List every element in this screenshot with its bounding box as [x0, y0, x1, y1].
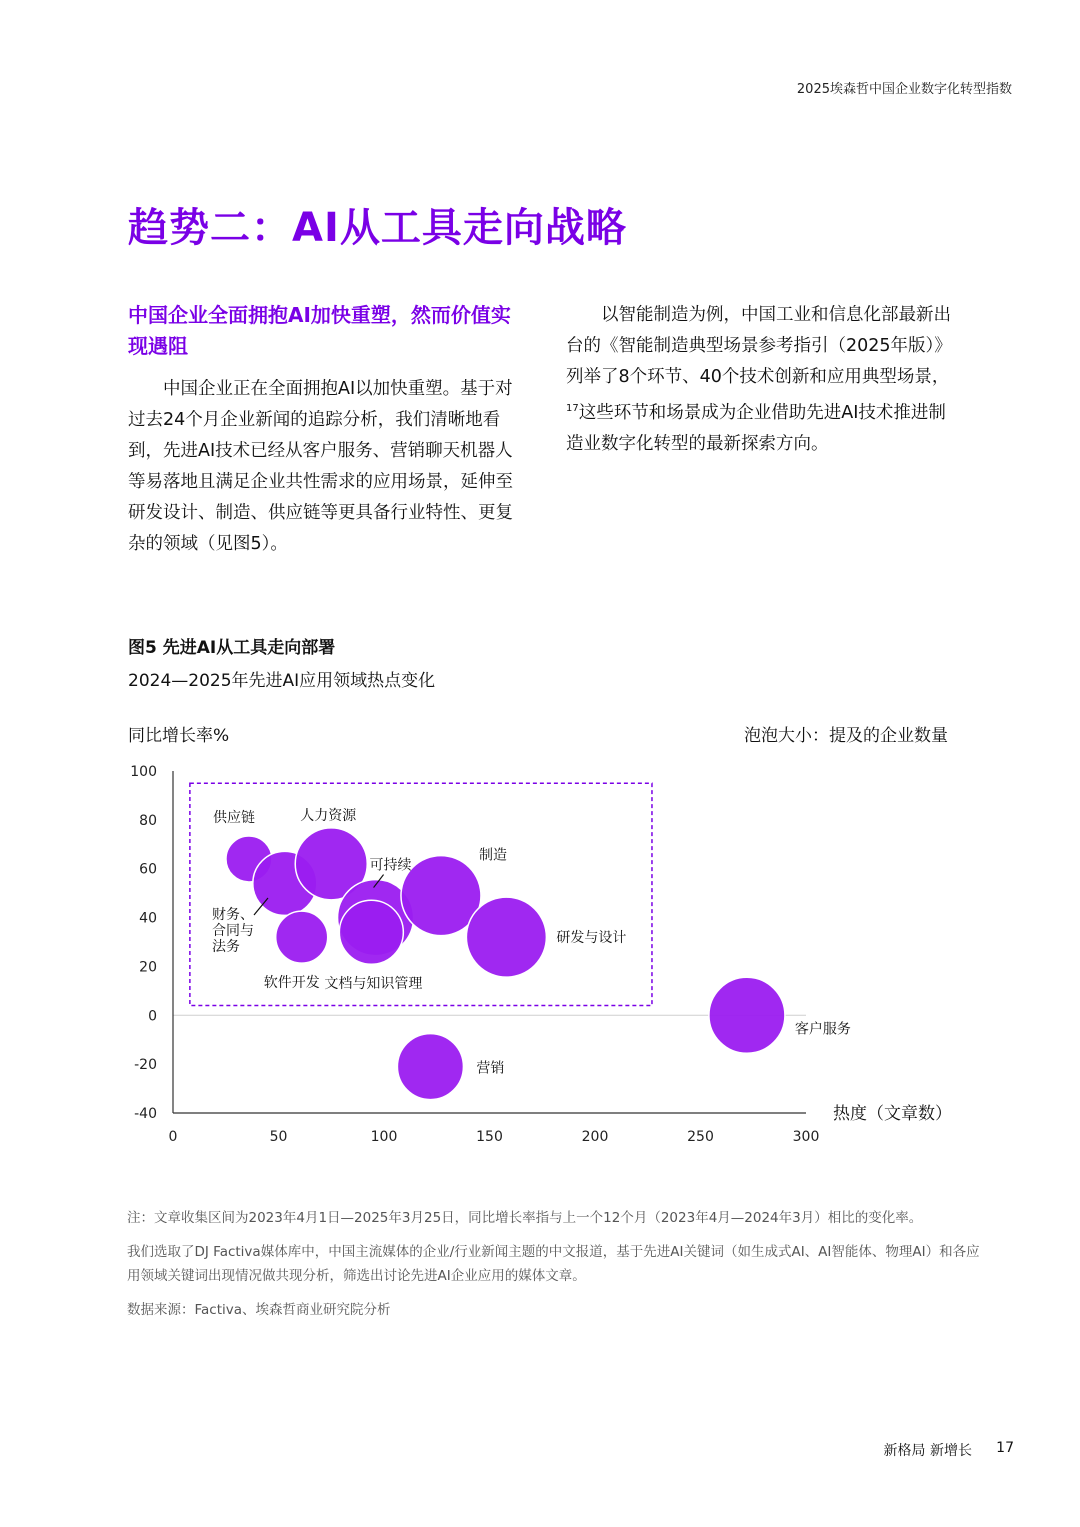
y-tick-label: -40 — [134, 1106, 157, 1122]
y-tick-label: 20 — [139, 959, 157, 976]
bubble-point[interactable] — [339, 900, 403, 964]
x-tick-label: 200 — [581, 1129, 609, 1145]
bubble-label-part: 合同与 — [212, 923, 254, 939]
y-tick-label: 0 — [148, 1008, 157, 1025]
bubble-label-part: 法务 — [212, 939, 240, 955]
y-tick-label: 40 — [139, 910, 157, 927]
x-tick-label: 50 — [269, 1129, 288, 1145]
right-paragraph-part1: 以智能制造为例，中国工业和信息化部最新出台的《智能制造典型场景参考指引（2025年版）》列举了8个环节、40个技术创新和应用典型场景， — [566, 305, 952, 387]
bubble-point[interactable] — [276, 911, 328, 963]
figure-notes — [127, 1206, 987, 1332]
right-column — [566, 300, 958, 460]
figure-subtitle: 2024—2025年先进AI应用领域热点变化 — [128, 671, 436, 691]
x-axis-label: 热度（文章数） — [833, 1104, 952, 1124]
note-period: 注：文章收集区间为2023年4月1日—2025年3月25日，同比增长率指与上一个12个月（2023年4月—2024年3月）相比的变化率。 — [127, 1210, 923, 1226]
bubble-point[interactable] — [397, 1034, 463, 1100]
report-title: 2025埃森哲中国企业数字化转型指数 — [796, 82, 1012, 97]
bubble-label: 营销 — [476, 1060, 505, 1077]
bubble-label: 人力资源 — [300, 807, 357, 824]
bubble-label-part: 财务、 — [212, 907, 254, 923]
bubble-label: 研发与设计 — [556, 930, 627, 947]
right-paragraph-part2: 这些环节和场景成为企业借助先进AI技术推进制造业数字化转型的最新探索方向。 — [566, 402, 946, 454]
right-paragraph — [566, 300, 958, 460]
x-tick-label: 300 — [792, 1129, 820, 1145]
bubble-label: 制造 — [478, 847, 507, 864]
y-tick-label: 60 — [139, 861, 157, 878]
bubble-chart — [110, 715, 970, 1155]
left-column — [128, 300, 520, 560]
figure-title: 图5 先进AI从工具走向部署 — [128, 638, 336, 658]
bubble-point[interactable] — [709, 977, 785, 1053]
left-paragraph: 中国企业正在全面拥抱AI以加快重塑。基于对过去24个月企业新闻的追踪分析，我们清晰地看到，先进AI技术已经从客户服务、营销聊天机器人等易落地且满足企业共性需求的应用场景，延伸至研发设计、制造、供应链等更具备行业特性、更复杂的领域（见图5）。 — [128, 379, 513, 554]
page-number: 17 — [996, 1440, 1014, 1456]
x-tick-label: 100 — [370, 1129, 398, 1145]
footer-text: 新格局 新增长 — [883, 1443, 972, 1459]
x-tick-label: 0 — [168, 1129, 178, 1145]
bubble-size-legend: 泡泡大小：提及的企业数量 — [744, 726, 948, 746]
bubble-label: 客户服务 — [794, 1021, 851, 1038]
section-heading: 中国企业全面拥抱AI加快重塑，然而价值实现遇阻 — [128, 303, 511, 358]
footnote-ref[interactable]: 17 — [566, 403, 579, 414]
x-tick-label: 150 — [476, 1129, 503, 1145]
y-axis-label: 同比增长率% — [128, 726, 230, 746]
y-tick-label: -20 — [134, 1057, 157, 1074]
note-method: 我们选取了DJ Factiva媒体库中，中国主流媒体的企业/行业新闻主题的中文报道，基于先进AI关键词（如生成式AI、AI智能体、物理AI）和各应用领域关键词出现情况做共现分析，筛选出讨论先进AI企业应用的媒体文章。 — [127, 1244, 980, 1284]
data-source: 数据来源：Factiva、埃森哲商业研究院分析 — [127, 1302, 391, 1318]
x-tick-label: 250 — [687, 1129, 714, 1145]
page-title: 趋势二：AI从工具走向战略 — [128, 205, 627, 251]
bubble-point[interactable] — [466, 897, 546, 977]
bubble-label: 可持续 — [369, 857, 412, 874]
y-tick-label: 80 — [139, 812, 157, 829]
y-tick-label: 100 — [130, 764, 157, 780]
bubble-label: 供应链 — [212, 809, 255, 826]
bubble-label: 文档与知识管理 — [324, 976, 423, 993]
bubble-label: 软件开发 — [263, 975, 320, 992]
